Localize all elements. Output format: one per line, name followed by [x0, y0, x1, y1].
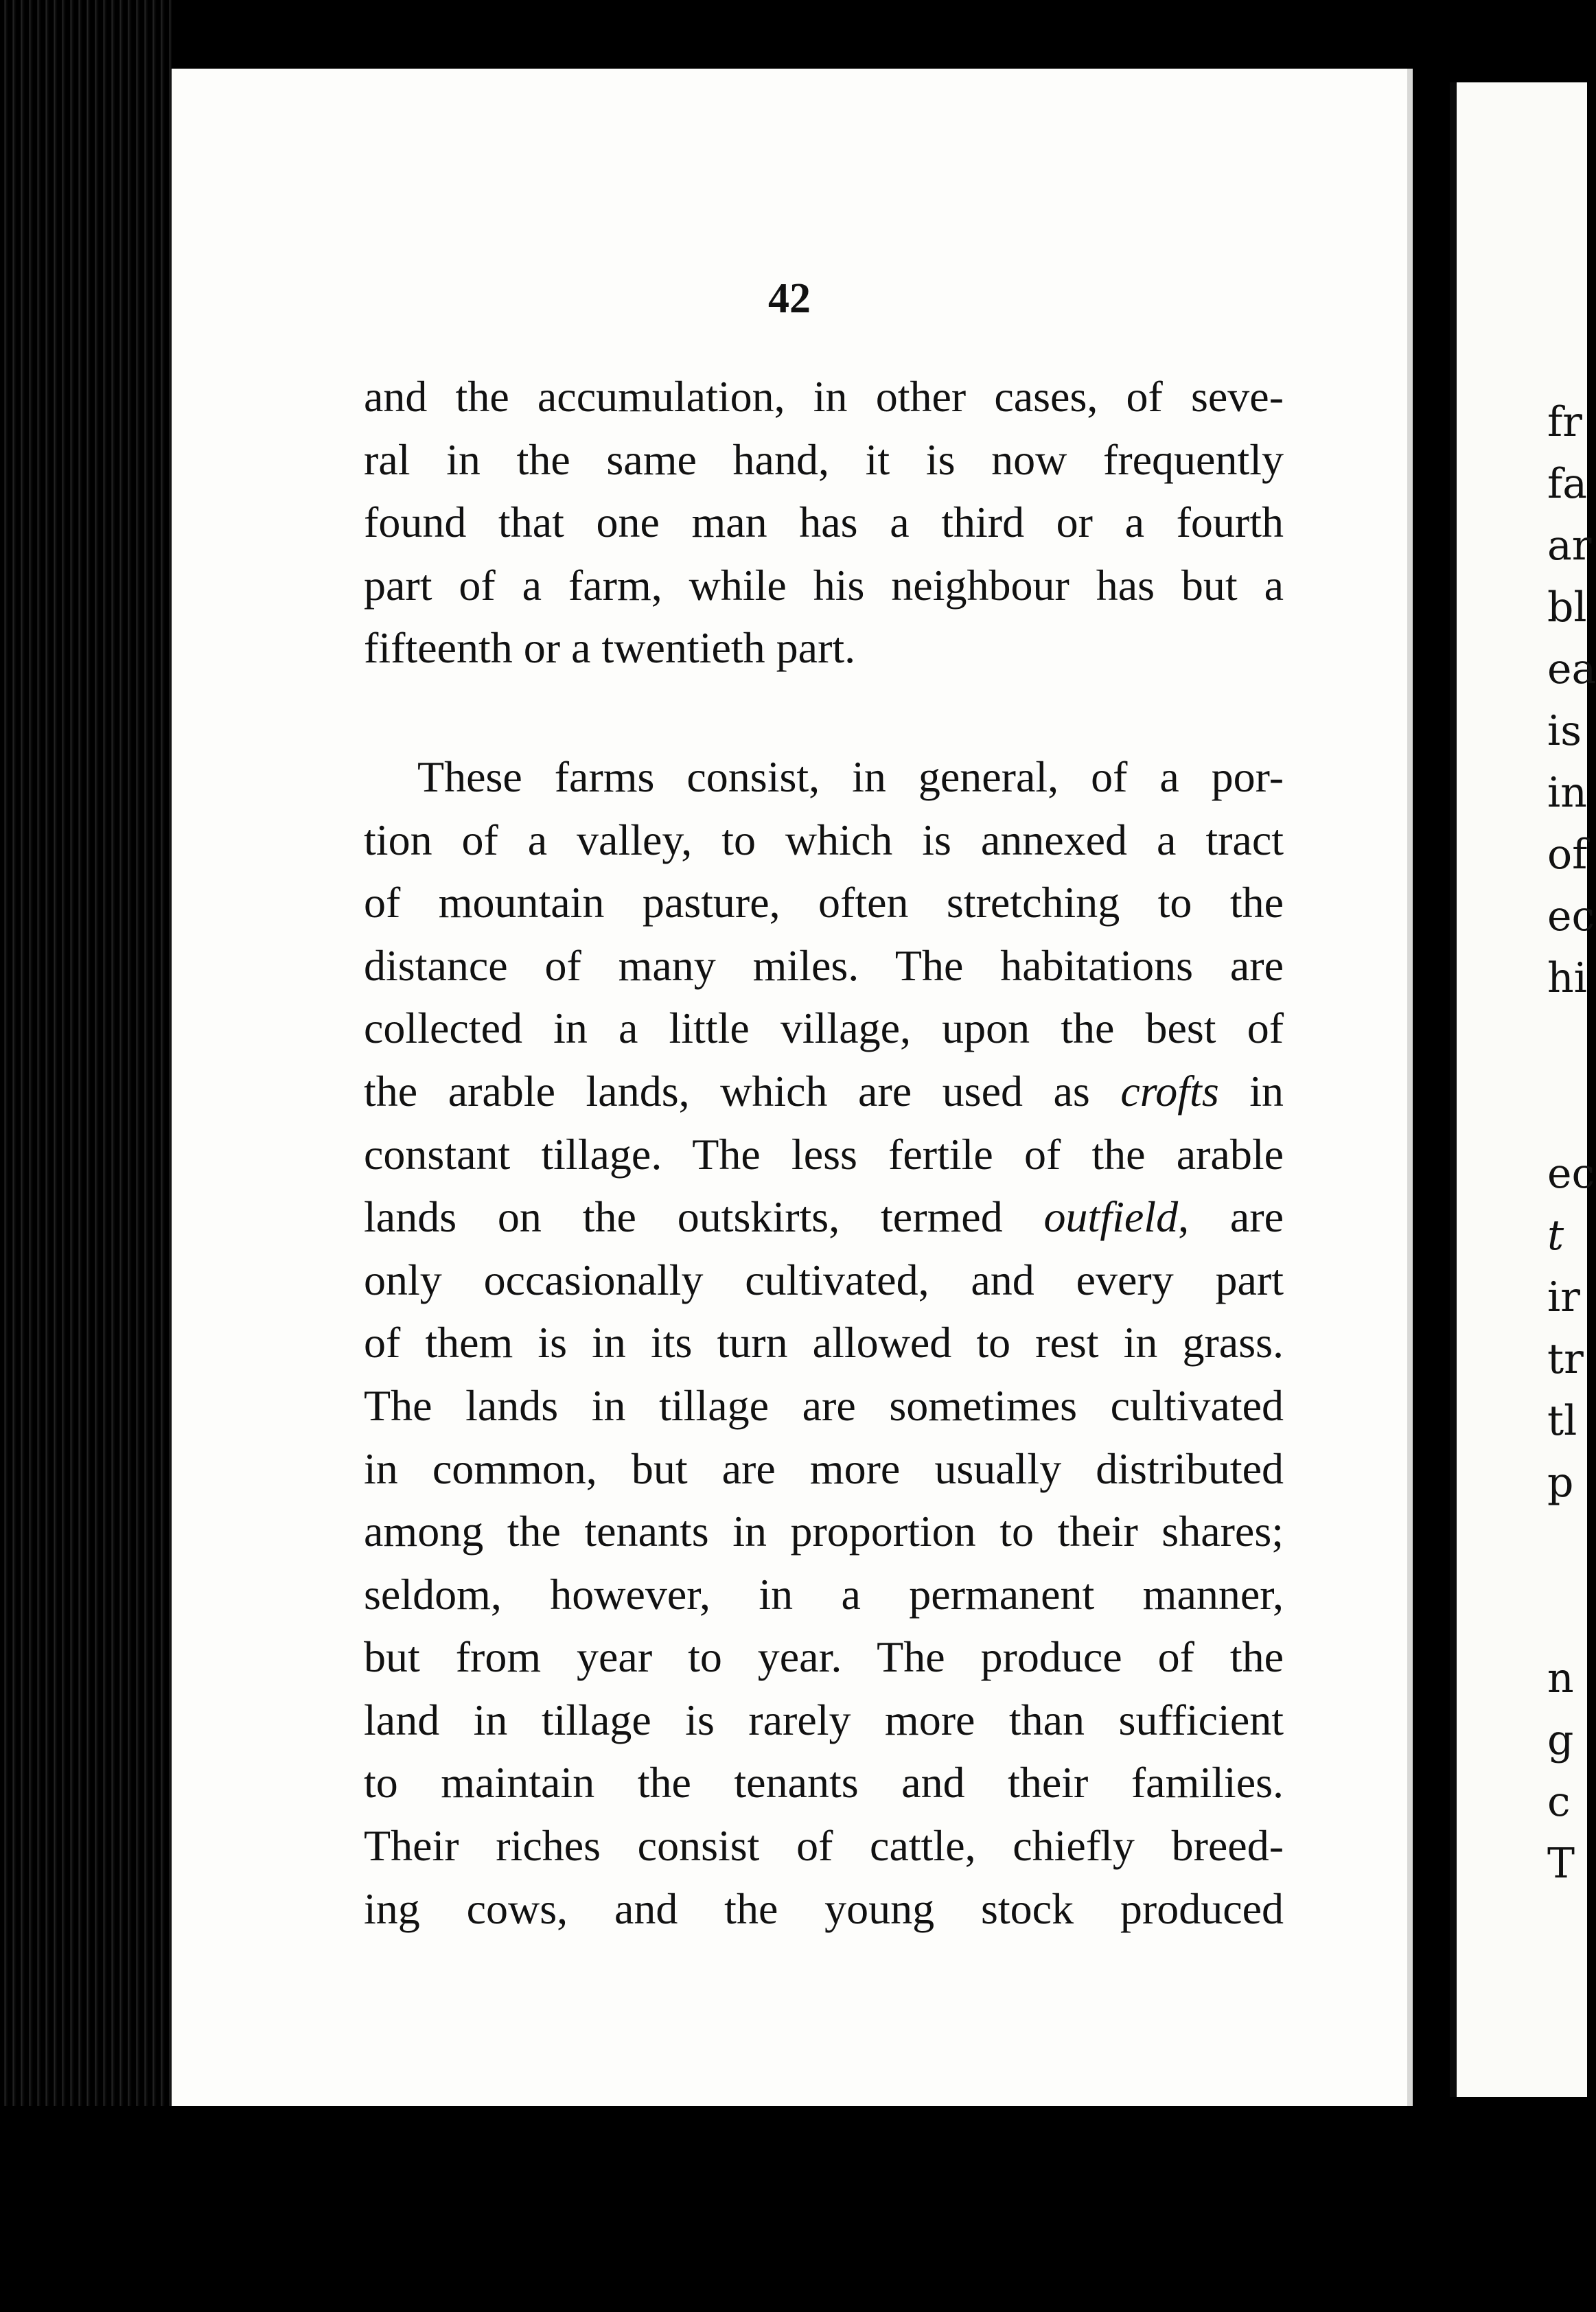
text-segment: the arable lands, which are used as: [364, 1066, 1121, 1115]
text-line: land in tillage is rarely more than sufficient: [364, 1695, 1284, 1744]
text-line: [364, 1060, 1284, 1123]
facing-page-fragment: T: [1547, 1840, 1575, 1888]
text-line: distance of many miles. The habitations are: [364, 940, 1284, 990]
text-line: constant tillage. The less fertile of the arable: [364, 1129, 1284, 1179]
text-segment: in: [1218, 1066, 1284, 1115]
text-line: ing cows, and the young stock produced: [364, 1884, 1284, 1933]
facing-page-fragment: ir: [1547, 1273, 1580, 1321]
text-segment: lands on the outskirts, termed: [364, 1192, 1044, 1242]
facing-page-fragment: g: [1547, 1716, 1574, 1764]
facing-page-fragment: ec: [1547, 1150, 1595, 1198]
facing-page-fragment: c: [1547, 1778, 1571, 1826]
text-line: of them is in its turn allowed to rest in grass.: [364, 1318, 1284, 1367]
facing-page-fragment: fr: [1547, 398, 1582, 446]
facing-page-fragment: in: [1547, 769, 1587, 817]
facing-page-fragment: is: [1547, 707, 1582, 755]
book-spine: [0, 0, 172, 2312]
facing-page-fragment: ec: [1547, 892, 1595, 940]
text-line: but from year to year. The produce of the: [364, 1632, 1284, 1682]
text-line: These farms consist, in general, of a por-: [417, 752, 1284, 801]
text-line: [364, 1186, 1284, 1249]
text-line: found that one man has a third or a fourth: [364, 498, 1284, 547]
facing-page-fragment: ea: [1547, 645, 1596, 693]
text-line: ral in the same hand, it is now frequently: [364, 435, 1284, 484]
text-line: among the tenants in proportion to their shares;: [364, 1507, 1284, 1556]
facing-page-fragment: fa: [1547, 460, 1587, 508]
facing-page-fragment: ar: [1547, 522, 1592, 570]
text-line: of mountain pasture, often stretching to the: [364, 878, 1284, 927]
facing-page-fragment: bl: [1547, 583, 1587, 632]
facing-page-fragment: tr: [1547, 1335, 1584, 1383]
text-line: part of a farm, while his neighbour has but a: [364, 560, 1284, 610]
text-line: only occasionally cultivated, and every part: [364, 1255, 1284, 1304]
facing-page-fragment: n: [1547, 1654, 1574, 1702]
italic-term-crofts: crofts: [1120, 1066, 1219, 1115]
text-line: collected in a little village, upon the best of: [364, 1004, 1284, 1053]
text-line: fifteenth or a twentieth part.: [364, 623, 856, 673]
facing-page-fragment: tl: [1547, 1397, 1577, 1445]
scan-border-bottom: [0, 2106, 1580, 2312]
book-page: [172, 69, 1413, 2106]
text-line: tion of a valley, to which is annexed a tract: [364, 815, 1284, 864]
text-segment: , are: [1178, 1192, 1284, 1242]
facing-page-fragment: hi: [1547, 954, 1587, 1002]
italic-term-outfield: outfield: [1043, 1192, 1179, 1242]
facing-page-edge: [1450, 82, 1596, 2097]
facing-page-fragment: of: [1547, 831, 1588, 879]
text-line: seldom, however, in a permanent manner,: [364, 1569, 1284, 1619]
text-line: in common, but are more usually distributed: [364, 1444, 1284, 1493]
text-line: The lands in tillage are sometimes cultivated: [364, 1380, 1284, 1430]
text-line: Their riches consist of cattle, chiefly breed-: [364, 1821, 1284, 1871]
text-block: [364, 365, 1284, 1940]
text-line: to maintain the tenants and their families.: [364, 1758, 1284, 1807]
facing-page-fragment: t: [1547, 1212, 1564, 1260]
text-line: and the accumulation, in other cases, of seve-: [364, 372, 1284, 421]
page-number: 42: [768, 275, 811, 322]
paragraph-1: [364, 365, 1284, 680]
facing-page-fragment: p: [1547, 1459, 1574, 1507]
paragraph-2: [364, 745, 1284, 1940]
